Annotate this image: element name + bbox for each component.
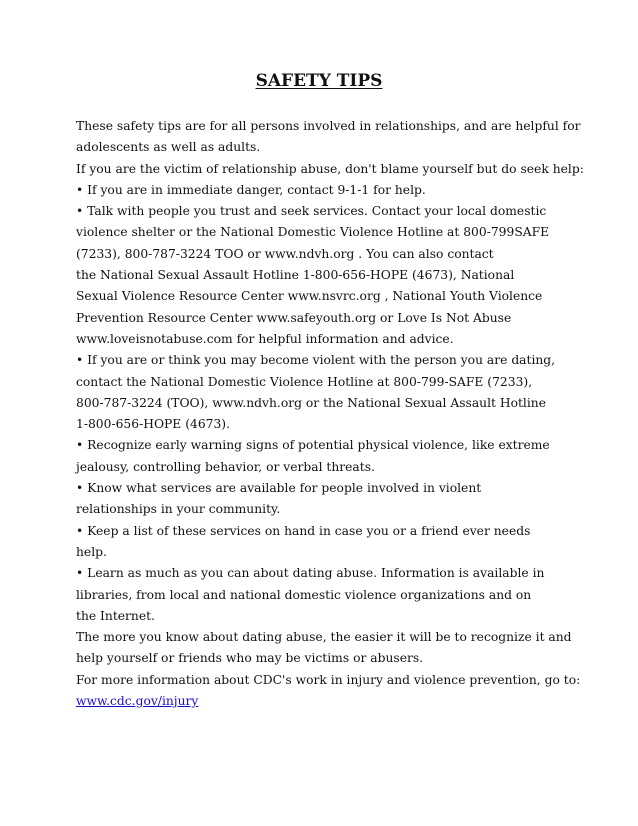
body-line-19: relationships in your community. xyxy=(76,502,281,517)
bullet-line-18: • Know what services are available for people involved in violent xyxy=(76,481,482,496)
bullet-line-4: • If you are in immediate danger, contact 9-1-1 for help. xyxy=(76,182,426,197)
bullet-line-5: • Talk with people you trust and seek services. Contact your local domestic xyxy=(76,204,547,219)
body-line-6: violence shelter or the National Domestic Violence Hotline at 800-799SAFE xyxy=(76,225,550,240)
body-line-26: help yourself or friends who may be victims or abusers. xyxy=(76,651,424,666)
cdc-link-line xyxy=(76,691,626,712)
body-line-8: the National Sexual Assault Hotline 1-800-656-HOPE (4673), National xyxy=(76,268,515,283)
body-line-1: These safety tips are for all persons involved in relationships, and are helpful for xyxy=(76,119,581,133)
body-line-7: (7233), 800-787-3224 TOO or www.ndvh.org . You can also contact xyxy=(76,246,494,261)
body-line-13: contact the National Domestic Violence Hotline at 800-799-SAFE (7233), xyxy=(76,374,533,389)
body-line-11: www.loveisnotabuse.com for helpful information and advice. xyxy=(76,331,454,346)
body-line-17: jealousy, controlling behavior, or verbal threats. xyxy=(76,459,375,474)
body-line-27: For more information about CDC's work in injury and violence prevention, go to: xyxy=(76,672,581,687)
document-body xyxy=(76,116,626,712)
body-line-25: The more you know about dating abuse, the easier it will be to recognize it and xyxy=(76,630,572,645)
bullet-line-12: • If you are or think you may become violent with the person you are dating, xyxy=(76,353,556,368)
body-line-24: the Internet. xyxy=(76,608,155,623)
body-line-14: 800-787-3224 (TOO), www.ndvh.org or the National Sexual Assault Hotline xyxy=(76,395,546,410)
bullet-line-16: • Recognize early warning signs of potential physical violence, like extreme xyxy=(76,438,550,453)
body-line-3: If you are the victim of relationship abuse, don't blame yourself but do seek help: xyxy=(76,161,584,176)
page-title: SAFETY TIPS xyxy=(255,71,383,91)
body-line-2: adolescents as well as adults. xyxy=(76,140,261,155)
cdc-injury-link[interactable]: www.cdc.gov/injury xyxy=(76,694,199,709)
body-line-9: Sexual Violence Resource Center www.nsvrc.org , National Youth Violence xyxy=(76,289,543,304)
bullet-line-20: • Keep a list of these services on hand in case you or a friend ever needs xyxy=(76,523,531,538)
body-line-10: Prevention Resource Center www.safeyouth.org or Love Is Not Abuse xyxy=(76,310,512,325)
body-line-21: help. xyxy=(76,544,107,559)
body-line-23: libraries, from local and national domestic violence organizations and on xyxy=(76,587,532,602)
bullet-line-22: • Learn as much as you can about dating abuse. Information is available in xyxy=(76,566,545,581)
body-line-15: 1-800-656-HOPE (4673). xyxy=(76,417,230,432)
